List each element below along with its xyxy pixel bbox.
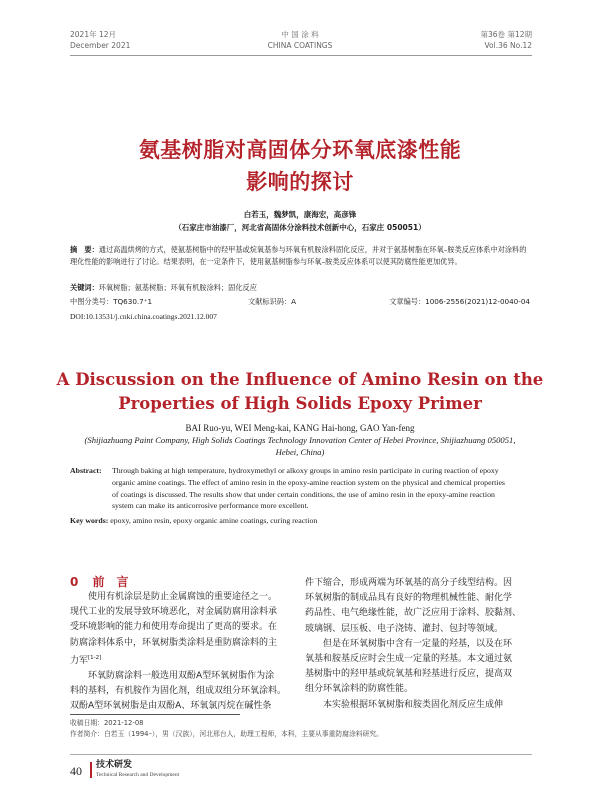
footnote-rule <box>70 714 240 715</box>
authors-cn: 白若玉，魏梦凯，康海宏，高彦锋 <box>243 210 357 219</box>
header-date-cn: 2021年 12月 <box>70 30 117 39</box>
left-line-text: 力军 <box>70 655 89 666</box>
right-line: 但是在环氧树脂中含有一定量的羟基，以及在环 <box>305 638 513 649</box>
title-en-line-1: A Discussion on the Influence of Amino Resin on the <box>56 370 544 389</box>
author-bio: 作者简介：白若玉（1994–），男（汉族），河北邢台人，助理工程师，本科，主要从事重防腐涂料研究。 <box>70 730 383 738</box>
section-number: 0 <box>70 575 79 589</box>
right-line: 组分环氧涂料的防腐性能。 <box>305 684 414 695</box>
keywords-en <box>70 516 532 525</box>
right-line: 环氧树脂的制成品具有良好的物理机械性能、耐化学 <box>305 593 513 604</box>
left-column <box>70 590 294 715</box>
right-line: 玻璃钢、层压板、电子浇铸、灌封、包封等领域。 <box>305 623 504 634</box>
right-line: 件下缩合，形成两端为环氧基的高分子线型结构。因 <box>305 578 513 588</box>
abstract-en <box>70 465 532 512</box>
abstract-cn-label: 摘 要： <box>70 245 99 254</box>
right-line: 基树脂中的羟甲基或烷氧基和羟基进行反应，提高双 <box>305 669 513 680</box>
right-line: 本实验根据环氧树脂和胺类固化剂反应生成伸 <box>305 699 504 710</box>
authors-en: BAI Ruo-yu, WEI Meng-kai, KANG Hai-hong, GAO Yan-feng <box>185 423 415 433</box>
abstract-en-line: of coatings is discussed. The results show that under certain conditions, the use of amino resin in the epoxy-amine reaction <box>112 489 495 499</box>
footnotes <box>70 718 532 740</box>
title-cn <box>0 134 600 198</box>
received-date: 收稿日期：2021-12-08 <box>70 719 144 727</box>
header-volume-cn: 第36卷 第12期 <box>480 30 532 39</box>
footer-section-cn: 技术研发 <box>96 760 133 770</box>
page-number: 40 <box>70 764 82 778</box>
keywords-cn-label: 关键词： <box>70 283 99 292</box>
right-column <box>305 576 533 713</box>
header-volume <box>481 29 532 51</box>
doc-code: 文献标识码：A <box>248 297 297 306</box>
affiliation-en <box>0 435 600 458</box>
header-journal-cn: 中 国 涂 料 <box>281 30 319 39</box>
citation: [1-2] <box>88 654 102 661</box>
left-line: 使用有机涂层是防止金属腐蚀的重要途径之一。 <box>70 592 278 602</box>
title-en <box>0 368 600 416</box>
title-en-line-2: Properties of High Solids Epoxy Primer <box>118 394 482 413</box>
abstract-en-body <box>112 465 532 512</box>
left-line: 料的基料，有机胺作为固化剂，组成双组分环氧涂料。 <box>70 686 287 697</box>
left-line: 现代工业的发展导致环境恶化，对金属防腐用涂料承 <box>70 607 278 618</box>
footer-rule <box>70 754 532 755</box>
section-title: 前 言 <box>92 575 129 589</box>
header-journal-en: CHINA COATINGS <box>267 41 333 50</box>
footer-section-en: Technical Research and Development <box>96 772 180 778</box>
right-line: 药品性、电气绝缘性能，故广泛应用于涂料、胶黏剂、 <box>305 608 522 619</box>
affiliation-cn: （石家庄市油漆厂，河北省高固体分涂料技术创新中心，石家庄 050051） <box>174 223 426 232</box>
right-line: 氧基和胺基反应时会生成一定量的羟基。本文通过氨 <box>305 654 513 665</box>
left-line: 受环境影响的能力和使用寿命提出了更高的要求。在 <box>70 622 278 633</box>
doi: DOI:10.13531/j.cnki.china.coatings.2021.12.007 <box>70 312 217 321</box>
abstract-cn <box>70 244 530 268</box>
left-line: 双酚A型环氧树脂是由双酚A、环氧氯丙烷在碱性条 <box>70 701 272 712</box>
header-date-en: December 2021 <box>70 41 131 50</box>
left-line: 环氧防腐涂料一般选用双酚A型环氧树脂作为涂 <box>70 671 275 682</box>
classification-row <box>70 296 530 308</box>
keywords-cn-text: 环氧树脂；氨基树脂；环氧有机胺涂料；固化反应 <box>98 283 257 292</box>
article-number: 文章编号：1006-2556(2021)12-0040-04 <box>389 297 530 306</box>
keywords-en-label: Key words: <box>70 516 109 525</box>
clc-number: 中图分类号：TQ630.7⁺1 <box>70 297 153 306</box>
affiliation-en-line-2: Hebei, China) <box>275 446 325 457</box>
abstract-en-line: system can make its anticorrosive performance more excellent. <box>112 501 309 511</box>
section-heading <box>70 573 129 590</box>
abstract-en-line: Through baking at high temperature, hydroxymethyl or alkoxy groups in amino resin participate in curing reaction of epoxy <box>112 466 499 475</box>
left-line: 防腐涂料体系中，环氧树脂类涂料是重防腐涂料的主 <box>70 637 278 648</box>
affiliation-en-line-1: (Shijiazhuang Paint Company, High Solids Coatings Technology Innovation Center of Hebei Province, Shijiazhuang 050051, <box>84 435 516 445</box>
left-line <box>70 651 294 669</box>
title-cn-line-1: 氨基树脂对高固体分环氧底漆性能 <box>138 138 462 162</box>
keywords-en-text: epoxy, amino resin, epoxy organic amine coatings, curing reaction <box>110 516 318 525</box>
header-rule <box>70 55 532 56</box>
keywords-cn <box>70 282 530 294</box>
header-volume-en: Vol.36 No.12 <box>484 41 532 50</box>
footer-accent-bar <box>90 762 92 778</box>
footer-section <box>96 759 179 779</box>
abstract-en-line: organic amine coatings. The effect of amino resin in the epoxy-amine reaction system on the physical and chemical properties <box>112 477 505 487</box>
title-cn-line-2: 影响的探讨 <box>246 170 354 194</box>
abstract-en-label: Abstract: <box>70 466 102 475</box>
abstract-cn-text: 通过高温烘烤的方式，使氨基树脂中的羟甲基或烷氧基参与环氧有机胺涂料固化反应，并对于氨基树脂在环氧–胺类反应体系中对涂料的理化性能的影响进行了讨论。结果表明，在一定条件下，使用氨基树脂参与环氧–胺类反应体系可以使其防腐性能更加优异。 <box>70 245 527 266</box>
